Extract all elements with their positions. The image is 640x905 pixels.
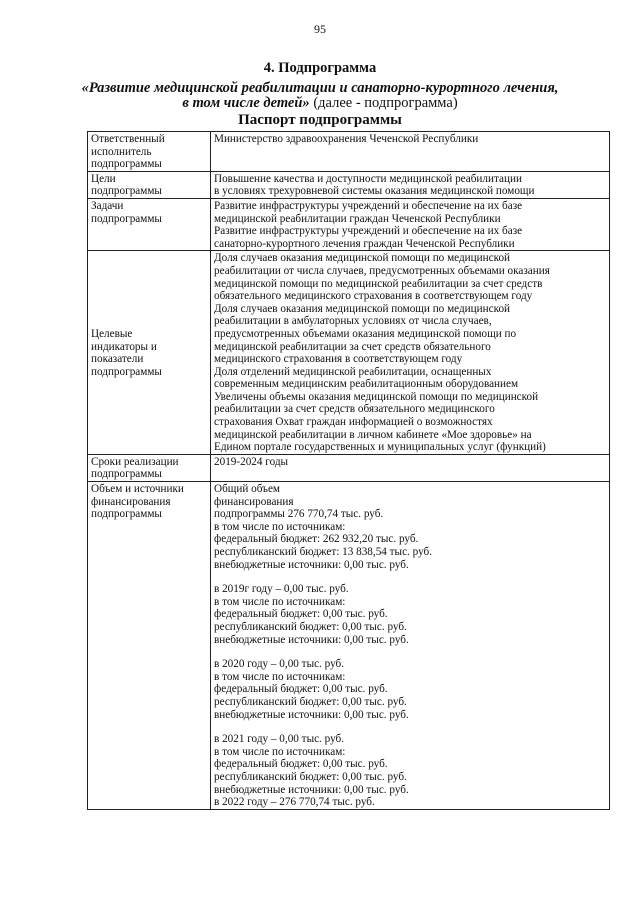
funding-label bbox=[88, 482, 211, 810]
funding-value bbox=[211, 482, 610, 810]
funding-2021-block bbox=[214, 733, 606, 809]
text-line: реабилитации в амбулаторных условиях от числа случаев, bbox=[214, 315, 492, 328]
text-line: реабилитации за счет средств обязательного медицинского bbox=[214, 403, 495, 416]
text-line: подпрограммы bbox=[91, 158, 162, 171]
subprogram-name-suffix: (далее - подпрограмма) bbox=[309, 95, 458, 111]
row-goals bbox=[88, 171, 610, 198]
text-line: Объем и источники bbox=[91, 483, 184, 496]
text-line: Ответственный bbox=[91, 133, 165, 145]
row-funding bbox=[88, 482, 610, 810]
row-tasks bbox=[88, 198, 610, 250]
text-line: подпрограммы bbox=[91, 468, 162, 481]
subprogram-name-line1: «Развитие медицинской реабилитации и санаторно-курортного лечения, bbox=[81, 80, 559, 96]
text-line: страхования Охват граждан информацией о возможностях bbox=[214, 416, 493, 429]
passport-title: Паспорт подпрограммы bbox=[238, 112, 402, 128]
text-line: в том числе по источникам: bbox=[214, 670, 346, 683]
text-line: Развитие инфраструктуры учреждений и обеспечение на их базе bbox=[214, 199, 523, 212]
text-line: исполнитель bbox=[91, 145, 152, 158]
tasks-value bbox=[211, 198, 610, 250]
funding-total-block bbox=[214, 483, 606, 571]
text-line: в 2022 году – 276 770,74 тыс. руб. bbox=[214, 796, 375, 809]
timeline-label bbox=[88, 454, 211, 481]
passport-table bbox=[87, 131, 610, 810]
indicators-label bbox=[88, 251, 211, 455]
goals-value bbox=[211, 171, 610, 198]
text-line: современным медицинским реабилитационным оборудованием bbox=[214, 378, 519, 391]
text-line: в том числе по источникам: bbox=[214, 595, 346, 608]
text-line: Сроки реализации bbox=[91, 455, 179, 468]
text-line: Повышение качества и доступности медицинской реабилитации bbox=[214, 172, 522, 185]
text-line: республиканский бюджет: 0,00 тыс. руб. bbox=[214, 695, 407, 708]
text-line: медицинской реабилитации в личном кабинете «Мое здоровье» на bbox=[214, 428, 532, 441]
text-line: Цели bbox=[91, 172, 116, 185]
text-line: индикаторы и bbox=[91, 340, 157, 353]
text-line: 2019-2024 годы bbox=[214, 455, 289, 468]
text-line: Доля случаев оказания медицинской помощи по медицинской bbox=[214, 252, 511, 265]
text-line: предусмотренных объемами оказания медицинской помощи по bbox=[214, 327, 517, 340]
funding-2019-block bbox=[214, 583, 606, 646]
text-line: Задачи bbox=[91, 199, 124, 212]
text-line: Увеличены объемы оказания медицинской помощи по медицинской bbox=[214, 390, 539, 403]
text-line: Министерство здравоохранения Чеченской Республики bbox=[214, 133, 479, 145]
text-line: в условиях трехуровневой системы оказания медицинской помощи bbox=[214, 185, 535, 198]
text-line: подпрограммы 276 770,74 тыс. руб. bbox=[214, 508, 384, 521]
text-line: Доля отделений медицинской реабилитации, оснащенных bbox=[214, 365, 492, 378]
text-line: республиканский бюджет: 0,00 тыс. руб. bbox=[214, 770, 407, 783]
text-line: медицинской реабилитации за счет средств обязательного bbox=[214, 340, 491, 353]
text-line: федеральный бюджет: 0,00 тыс. руб. bbox=[214, 758, 388, 771]
text-line: медицинской помощи по медицинской реабилитации за счет средств bbox=[214, 277, 543, 290]
subprogram-name-part2: в том числе детей» bbox=[182, 95, 310, 111]
tasks-label bbox=[88, 198, 211, 250]
text-line: внебюджетные источники: 0,00 тыс. руб. bbox=[214, 633, 409, 646]
text-line: федеральный бюджет: 0,00 тыс. руб. bbox=[214, 608, 388, 621]
text-line: в 2021 году – 0,00 тыс. руб. bbox=[214, 733, 345, 746]
goals-label bbox=[88, 171, 211, 198]
text-line: Доля случаев оказания медицинской помощи по медицинской bbox=[214, 302, 511, 315]
text-line: подпрограммы bbox=[91, 212, 162, 225]
text-line: Развитие инфраструктуры учреждений и обеспечение на их базе bbox=[214, 225, 523, 238]
text-line: в 2020 году – 0,00 тыс. руб. bbox=[214, 658, 345, 671]
text-line: в том числе по источникам: bbox=[214, 520, 346, 533]
text-line: медицинской реабилитации граждан Чеченской Республики bbox=[214, 212, 501, 225]
text-line: показатели bbox=[91, 353, 144, 366]
text-line: финансирования bbox=[214, 495, 294, 508]
subprogram-name-line2 bbox=[0, 95, 640, 111]
page-number: 95 bbox=[314, 22, 326, 36]
executor-label bbox=[88, 132, 211, 172]
executor-value bbox=[211, 132, 610, 172]
text-line: федеральный бюджет: 0,00 тыс. руб. bbox=[214, 683, 388, 696]
text-line: Целевые bbox=[91, 327, 133, 340]
text-line: внебюджетные источники: 0,00 тыс. руб. bbox=[214, 558, 409, 571]
text-line: Общий объем bbox=[214, 483, 280, 496]
text-line: в 2019г году – 0,00 тыс. руб. bbox=[214, 583, 349, 596]
text-line: внебюджетные источники: 0,00 тыс. руб. bbox=[214, 783, 409, 796]
row-timeline bbox=[88, 454, 610, 481]
text-line: в том числе по источникам: bbox=[214, 745, 346, 758]
text-line: подпрограммы bbox=[91, 508, 162, 521]
timeline-value bbox=[211, 454, 610, 481]
text-line: подпрограммы bbox=[91, 185, 162, 198]
text-line: республиканский бюджет: 13 838,54 тыс. руб. bbox=[214, 546, 433, 558]
text-line: подпрограммы bbox=[91, 365, 162, 378]
text-line: Едином портале государственных и муниципальных услуг (функций) bbox=[214, 441, 546, 454]
text-line: санаторно-курортного лечения граждан Чеченской Республики bbox=[214, 237, 515, 250]
text-line: обязательного медицинского страхования в соответствующем году bbox=[214, 290, 533, 303]
text-line: федеральный бюджет: 262 932,20 тыс. руб. bbox=[214, 533, 419, 546]
row-executor bbox=[88, 132, 610, 172]
text-line: внебюджетные источники: 0,00 тыс. руб. bbox=[214, 708, 409, 721]
text-line: финансирования bbox=[91, 495, 171, 508]
text-line: медицинского страхования в соответствующем году bbox=[214, 353, 463, 366]
text-line: реабилитации от числа случаев, предусмотренных объемами оказания bbox=[214, 264, 550, 277]
section-title: 4. Подпрограмма bbox=[263, 60, 377, 76]
row-indicators bbox=[88, 251, 610, 455]
funding-2020-block bbox=[214, 658, 606, 721]
text-line: республиканский бюджет: 0,00 тыс. руб. bbox=[214, 620, 407, 633]
indicators-value bbox=[211, 251, 610, 455]
